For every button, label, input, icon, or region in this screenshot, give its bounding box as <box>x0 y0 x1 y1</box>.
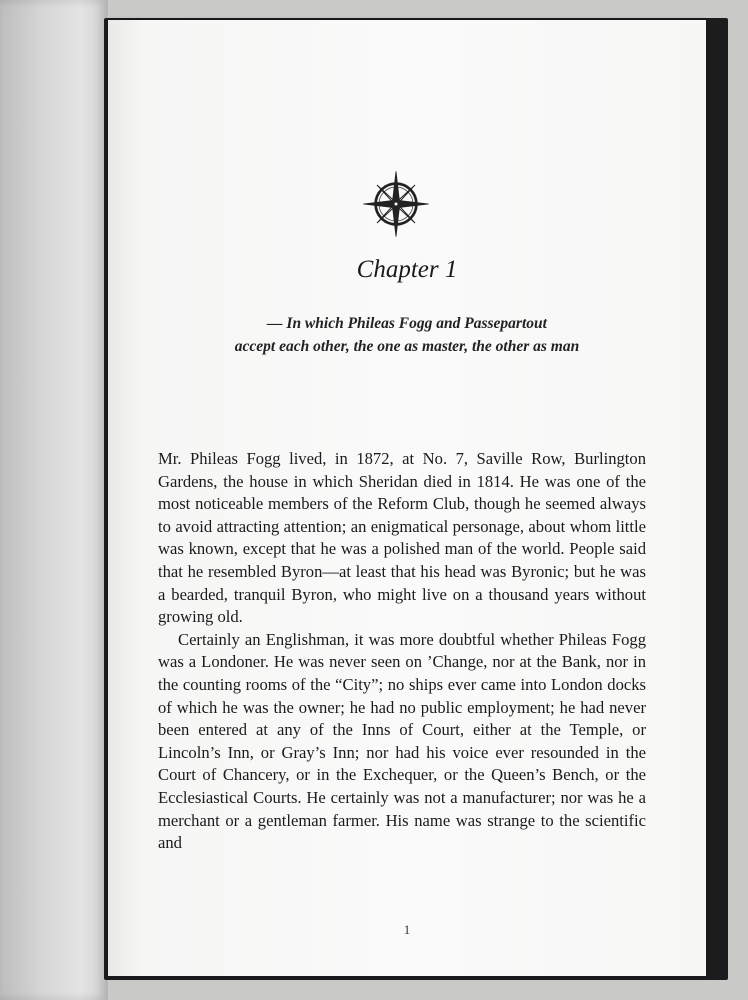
show-through-text <box>156 80 656 101</box>
paragraph: Certainly an Englishman, it was more doubtful whether Phileas Fogg was a Londoner. He was never seen on ’Change, nor at the Bank, nor in the counting rooms of the “City”; no ships ever came into London docks of which he was the owner; he had no public employment; he had never been entered at any of the Inns of Court, either at the Temple, or Lincoln’s Inn, or Gray’s Inn; nor had his voice ever resounded in the Court of Chancery, or in the Exchequer, or the Queen’s Bench, or the Ecclesiastical Courts. He certainly was not a manufacturer; nor was he a merchant or a gentleman farmer. His name was strange to the scientific and <box>158 629 646 853</box>
chapter-subtitle-line-2: accept each other, the one as master, the other as man <box>234 338 580 355</box>
book-page <box>108 20 706 976</box>
chapter-subtitle-line-1: — In which Phileas Fogg and Passepartout <box>267 315 547 332</box>
compass-rose-icon <box>362 170 430 238</box>
page-number: 1 <box>403 922 411 937</box>
left-page-edge <box>0 0 108 1000</box>
chapter-title: Chapter 1 <box>356 256 458 283</box>
chapter-subtitle <box>108 312 706 358</box>
paragraph: Mr. Phileas Fogg lived, in 1872, at No. 7, Saville Row, Burlington Gardens, the house in which Sheridan died in 1814. He was one of the most noticeable members of the Reform Club, though he seemed always to avoid attracting attention; an enigmatical personage, about whom little was known, except that he was a polished man of the world. People said that he resembled Byron—at least that his head was Byronic; but he was a bearded, tranquil Byron, who might live on a thousand years without growing old. <box>158 449 646 627</box>
chapter-body <box>158 448 646 855</box>
